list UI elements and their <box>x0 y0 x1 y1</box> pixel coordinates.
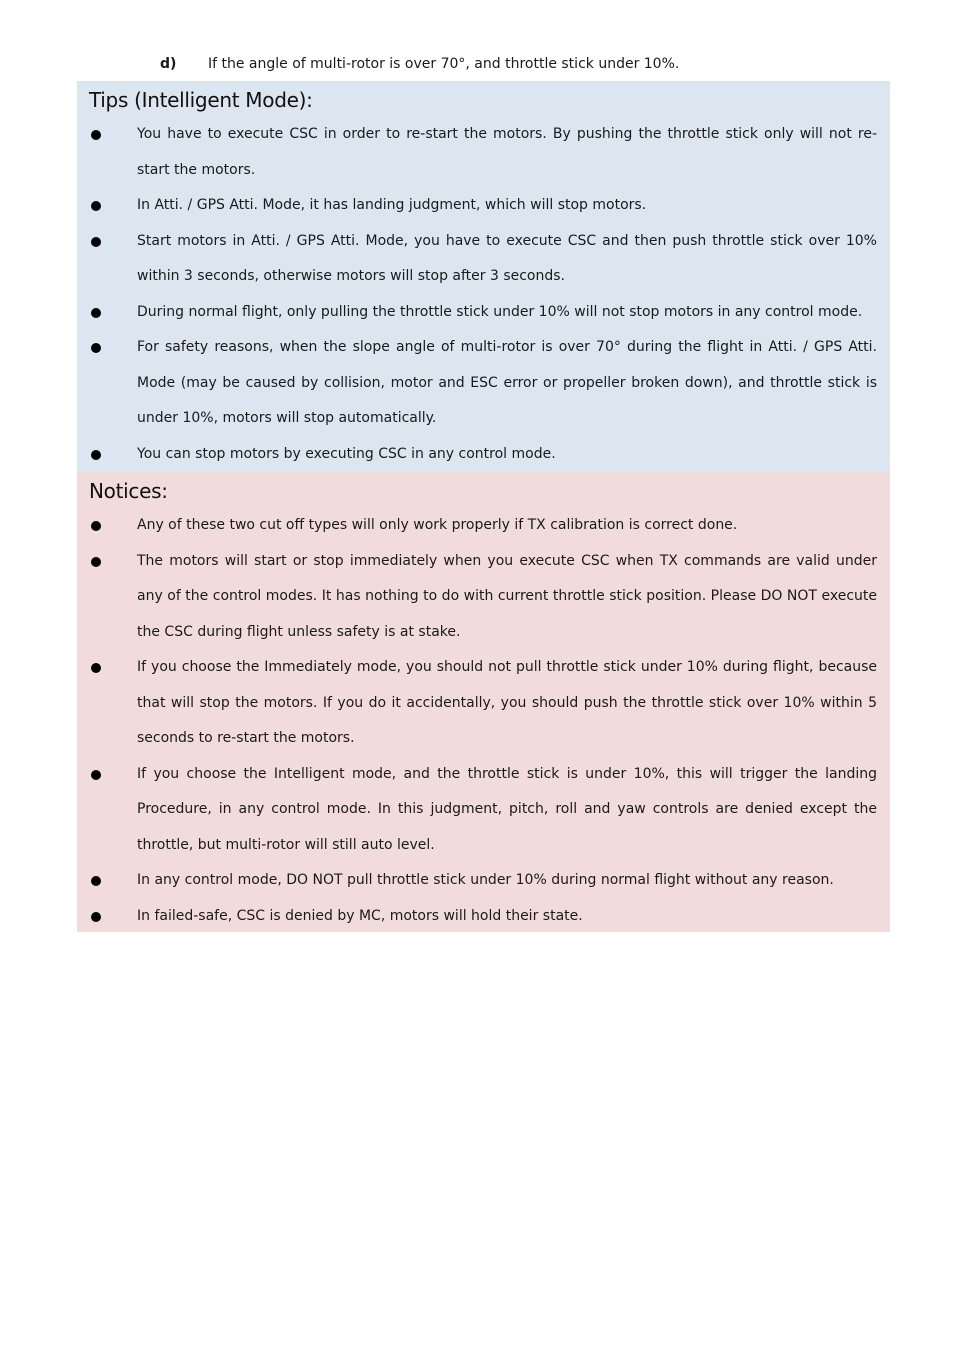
list-item-text: You can stop motors by executing CSC in any control mode. <box>137 445 556 462</box>
list-item-text: You have to execute CSC in order to re-start the motors. By pushing the throttle stick only will not re-start the motors. <box>137 126 877 178</box>
list-item <box>89 295 877 331</box>
bullet-icon <box>91 912 101 922</box>
bullet-icon <box>91 201 101 211</box>
tips-section <box>77 81 890 472</box>
list-item-text: In Atti. / GPS Atti. Mode, it has landing judgment, which will stop motors. <box>137 197 647 213</box>
bullet-icon <box>91 876 101 886</box>
list-item <box>89 508 877 544</box>
bullet-icon <box>91 343 101 353</box>
bullet-icon <box>91 130 101 140</box>
bullet-icon <box>91 521 101 531</box>
list-item <box>89 757 877 864</box>
list-item <box>89 437 877 473</box>
list-item <box>89 544 877 651</box>
list-marker: d) <box>160 56 177 72</box>
bullet-icon <box>91 770 101 780</box>
tips-list <box>89 117 877 472</box>
list-item <box>89 224 877 295</box>
bullet-icon <box>91 557 101 567</box>
list-item <box>89 863 877 899</box>
list-item <box>89 650 877 757</box>
tips-title: Tips (Intelligent Mode): <box>89 88 313 112</box>
list-item <box>89 117 877 188</box>
intro-list-item <box>160 54 679 74</box>
list-item-text: The motors will start or stop immediately when you execute CSC when TX commands are valid under any of the control modes. It has nothing to do with current throttle stick position. Please DO NOT execute the CSC during flight unless safety is at stake. <box>137 552 877 640</box>
list-item <box>89 899 877 935</box>
list-item <box>89 330 877 437</box>
list-item-text: If you choose the Intelligent mode, and the throttle stick is under 10%, this will trigger the landing Procedure, in any control mode. In this judgment, pitch, roll and yaw controls are denied except the throttle, but multi-rotor will still auto level. <box>137 765 877 853</box>
list-item-text: In any control mode, DO NOT pull throttle stick under 10% during normal flight without any reason. <box>137 872 834 888</box>
list-item-text: Start motors in Atti. / GPS Atti. Mode, you have to execute CSC and then push throttle stick over 10% within 3 seconds, otherwise motors will stop after 3 seconds. <box>137 232 877 284</box>
intro-text: If the angle of multi-rotor is over 70°, and throttle stick under 10%. <box>208 56 680 72</box>
notices-list <box>89 508 877 934</box>
list-item-text: If you choose the Immediately mode, you should not pull throttle stick under 10% during flight, because that will stop the motors. If you do it accidentally, you should push the throttle stick over 10% within 5 seconds to re-start the motors. <box>137 659 877 746</box>
bullet-icon <box>91 308 101 318</box>
list-item-text: In failed-safe, CSC is denied by MC, motors will hold their state. <box>137 907 583 924</box>
notices-section <box>77 472 890 932</box>
list-item <box>89 188 877 224</box>
bullet-icon <box>91 450 101 460</box>
list-item-text: During normal flight, only pulling the throttle stick under 10% will not stop motors in any control mode. <box>137 303 863 320</box>
notices-title: Notices: <box>89 479 168 503</box>
bullet-icon <box>91 663 101 673</box>
bullet-icon <box>91 237 101 247</box>
list-item-text: Any of these two cut off types will only work properly if TX calibration is correct done. <box>137 517 738 533</box>
list-item-text: For safety reasons, when the slope angle of multi-rotor is over 70° during the flight in Atti. / GPS Atti. Mode (may be caused by collision, motor and ESC error or propeller broken down), and throttle stick is under 10%, motors will stop automatically. <box>137 339 877 426</box>
